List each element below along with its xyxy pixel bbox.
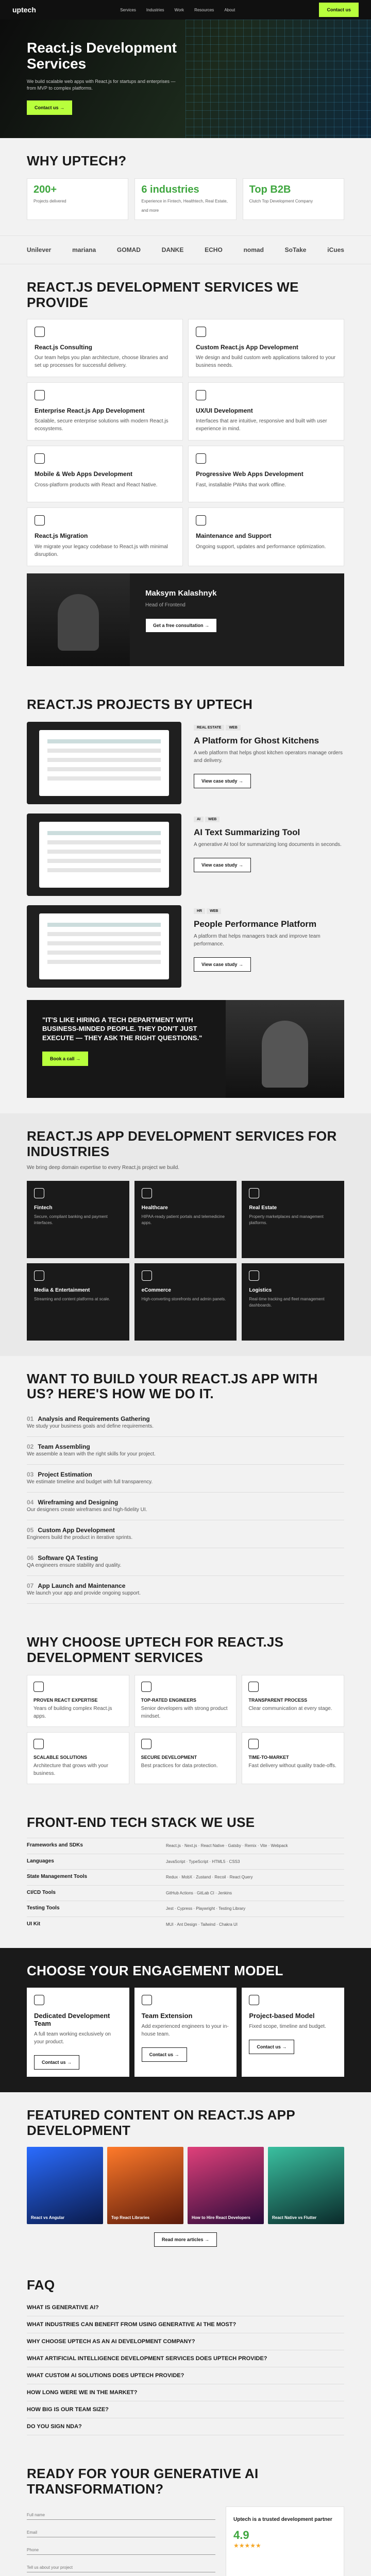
stack-row	[27, 1917, 344, 1933]
stack-value: Jest · Cypress · Playwright · Testing Library	[166, 1906, 246, 1911]
message-field[interactable]: Tell us about your project	[27, 2559, 215, 2572]
engagement-icon	[249, 1995, 259, 2005]
engagement-card	[27, 1988, 129, 2077]
industry-icon	[249, 1188, 259, 1198]
case-study-button[interactable]: View case study →	[194, 957, 251, 972]
stat-label: Clutch Top Development Company	[249, 198, 313, 204]
service-title: Mobile & Web Apps Development	[35, 470, 133, 478]
nav-link[interactable]: About	[224, 7, 235, 12]
industry-text: Streaming and content platforms at scale.	[34, 1296, 110, 1301]
faq-question[interactable]: HOW BIG IS OUR TEAM SIZE?	[27, 2406, 109, 2413]
site-header	[0, 0, 371, 20]
benefit-text: Architecture that grows with your business.	[33, 1763, 109, 1777]
faq-item[interactable]	[27, 2401, 344, 2418]
industry-icon	[34, 1270, 44, 1281]
featured-section	[0, 2092, 371, 2262]
stack-label: CI/CD Tools	[27, 1889, 56, 1895]
rating-value: 4.9	[233, 2528, 249, 2541]
benefit-title: TOP-RATED ENGINEERS	[141, 1698, 196, 1703]
project-tag: WEB	[226, 725, 240, 731]
faq-question[interactable]: WHAT IS GENERATIVE AI?	[27, 2304, 99, 2311]
service-icon	[196, 390, 206, 400]
service-text: We design and build custom web applications tailored to your business needs.	[196, 355, 336, 369]
project-title: AI Text Summarizing Tool	[194, 827, 300, 837]
process-step	[27, 1409, 344, 1437]
faq-item[interactable]	[27, 2316, 344, 2333]
stack-value: Redux · MobX · Zustand · Recoil · React Query	[166, 1875, 253, 1880]
benefit-card	[134, 1675, 237, 1727]
client-logo: SoTake	[284, 246, 307, 253]
service-card	[188, 319, 344, 377]
stack-row	[27, 1854, 344, 1870]
project-text: A platform that helps managers track and improve team performance.	[194, 933, 321, 947]
stat-value: 6 industries	[141, 183, 199, 195]
engagement-section	[0, 1948, 371, 2093]
service-icon	[35, 327, 45, 337]
industry-title: Healthcare	[141, 1205, 168, 1211]
benefit-text: Clear communication at every stage.	[248, 1706, 332, 1712]
benefit-title: PROVEN REACT EXPERTISE	[33, 1698, 98, 1703]
service-text: Cross-platform products with React and React Native.	[35, 482, 158, 488]
industry-card	[27, 1181, 129, 1258]
featured-title: FEATURED CONTENT ON REACT.JS APP DEVELOPMENT	[27, 2107, 295, 2139]
industry-icon	[249, 1270, 259, 1281]
faq-item[interactable]	[27, 2367, 344, 2384]
stack-row	[27, 1838, 344, 1854]
industry-title: Real Estate	[249, 1205, 277, 1211]
project-text: A generative AI tool for summarizing long documents in seconds.	[194, 841, 342, 848]
expert-banner	[27, 573, 344, 666]
step-number: 03	[27, 1471, 34, 1479]
stack-value: MUI · Ant Design · Tailwind · Chakra UI	[166, 1922, 238, 1927]
service-title: Maintenance and Support	[196, 532, 272, 540]
client-logo: ECHO	[205, 246, 223, 253]
process-step	[27, 1520, 344, 1548]
step-number: 04	[27, 1499, 34, 1506]
step-title: Wireframing and Designing	[38, 1499, 119, 1506]
step-text: We study your business goals and define requirements.	[27, 1423, 154, 1430]
step-title: Custom App Development	[38, 1527, 115, 1534]
article-card[interactable]: How to Hire React Developers	[188, 2147, 264, 2224]
engagement-card-text: Fixed scope, timeline and budget.	[249, 2024, 326, 2030]
hero-title: React.js Development Services	[27, 40, 177, 72]
project-tag: WEB	[207, 908, 221, 914]
industry-icon	[142, 1188, 152, 1198]
benefit-icon	[141, 1739, 151, 1749]
faq-item[interactable]	[27, 2350, 344, 2367]
project-tag: HR	[194, 908, 205, 914]
case-study-button[interactable]: View case study →	[194, 858, 251, 872]
industry-title: Media & Entertainment	[34, 1287, 90, 1293]
engagement-card	[134, 1988, 237, 2077]
trust-title: Uptech is a trusted development partner	[233, 2516, 332, 2522]
expert-role: Head of Frontend	[145, 602, 185, 608]
faq-item[interactable]	[27, 2333, 344, 2350]
step-text: We estimate timeline and budget with full transparency.	[27, 1479, 153, 1485]
process-step	[27, 1576, 344, 1604]
industry-card	[242, 1181, 344, 1258]
contact-section	[0, 2451, 371, 2576]
step-title: App Launch and Maintenance	[38, 1582, 126, 1590]
service-icon	[196, 515, 206, 526]
hero-grid-graphic	[185, 20, 371, 138]
benefit-title: SECURE DEVELOPMENT	[141, 1755, 197, 1760]
service-card	[188, 446, 344, 502]
nav-link[interactable]: Industries	[146, 7, 164, 12]
article-card[interactable]: React vs Angular	[27, 2147, 103, 2224]
service-card	[27, 319, 183, 377]
step-text: We assemble a team with the right skills for your project.	[27, 1451, 156, 1458]
testimonial-photo	[226, 1000, 344, 1098]
consultation-button[interactable]: Get a free consultation →	[145, 618, 217, 633]
industries-title: REACT.JS APP DEVELOPMENT SERVICES FOR INDUSTRIES	[27, 1128, 337, 1159]
project-title: People Performance Platform	[194, 919, 317, 929]
service-text: Interfaces that are intuitive, responsive and built with user experience in mind.	[196, 418, 327, 432]
benefit-text: Best practices for data protection.	[141, 1763, 218, 1769]
projects-section	[0, 682, 371, 1113]
book-call-button[interactable]: Book a call →	[42, 1052, 88, 1066]
step-number: 05	[27, 1527, 34, 1534]
process-section	[0, 1356, 371, 1620]
benefit-icon	[33, 1682, 44, 1692]
engagement-contact-button[interactable]: Contact us →	[142, 2047, 187, 2062]
engagement-card-text: A full team working exclusively on your product.	[34, 2031, 111, 2045]
benefit-icon	[248, 1682, 259, 1692]
benefit-card	[242, 1732, 344, 1784]
read-more-button[interactable]: Read more articles →	[154, 2232, 217, 2247]
why-choose-section	[0, 1619, 371, 1800]
services-section	[0, 264, 371, 682]
benefit-title: TRANSPARENT PROCESS	[248, 1698, 308, 1703]
service-title: React.js Consulting	[35, 343, 93, 351]
process-step	[27, 1548, 344, 1576]
case-study-button[interactable]: View case study →	[194, 774, 251, 788]
step-number: 06	[27, 1554, 34, 1562]
service-card	[188, 382, 344, 440]
stack-value: JavaScript · TypeScript · HTML5 · CSS3	[166, 1859, 240, 1864]
projects-title: REACT.JS PROJECTS BY UPTECH	[27, 696, 253, 712]
step-title: Software QA Testing	[38, 1554, 98, 1562]
benefit-text: Fast delivery without quality trade-offs.	[248, 1763, 336, 1769]
client-logo: Unilever	[27, 246, 52, 253]
contact-title: READY FOR YOUR GENERATIVE AI TRANSFORMATION?	[27, 2466, 259, 2497]
industry-card	[242, 1263, 344, 1341]
stack-row	[27, 1901, 344, 1917]
step-number: 02	[27, 1443, 34, 1451]
nav-link[interactable]: Work	[174, 7, 184, 12]
industry-text: HIPAA-ready patient portals and telemedicine apps.	[141, 1214, 225, 1225]
benefit-card	[134, 1732, 237, 1784]
article-card[interactable]: React Native vs Flutter	[268, 2147, 344, 2224]
testimonial-cta	[27, 1000, 344, 1098]
service-card	[27, 446, 183, 502]
project-title: A Platform for Ghost Kitchens	[194, 735, 319, 745]
service-title: UX/UI Development	[196, 407, 253, 415]
stat-value: Top B2B	[249, 183, 291, 195]
nav-link[interactable]: Services	[120, 7, 136, 12]
faq-question[interactable]: WHAT INDUSTRIES CAN BENEFIT FROM USING GENERATIVE AI THE MOST?	[27, 2321, 237, 2328]
industry-title: Logistics	[249, 1287, 272, 1293]
step-title: Analysis and Requirements Gathering	[38, 1415, 150, 1423]
project-card	[27, 814, 344, 896]
process-step	[27, 1437, 344, 1465]
engagement-card-text: Add experienced engineers to your in-house team.	[141, 2024, 229, 2038]
step-text: Our designers create wireframes and high-fidelity UI.	[27, 1507, 147, 1513]
process-step	[27, 1465, 344, 1493]
client-logo: DANKE	[161, 246, 184, 253]
service-title: Custom React.js App Development	[196, 343, 298, 351]
faq-question[interactable]: HOW LONG WERE WE IN THE MARKET?	[27, 2389, 138, 2396]
hero-subtitle: We build scalable web apps with React.js for startups and enterprises — from MVP to complex platforms.	[27, 78, 176, 91]
step-number: 01	[27, 1415, 34, 1423]
name-field[interactable]: Full name	[27, 2506, 215, 2520]
stack-label: Languages	[27, 1858, 54, 1864]
benefit-icon	[33, 1739, 44, 1749]
project-tag: AI	[194, 817, 204, 822]
faq-item[interactable]	[27, 2299, 344, 2316]
faq-question[interactable]: WHAT ARTIFICIAL INTELLIGENCE DEVELOPMENT SERVICES DOES UPTECH PROVIDE?	[27, 2355, 267, 2362]
project-screenshot	[27, 905, 181, 988]
service-text: We migrate your legacy codebase to React.js with minimal disruption.	[35, 544, 168, 557]
stack-label: State Management Tools	[27, 1874, 88, 1880]
faq-question[interactable]: WHAT CUSTOM AI SOLUTIONS DOES UPTECH PROVIDE?	[27, 2372, 184, 2379]
phone-field[interactable]: Phone	[27, 2541, 215, 2555]
service-title: Progressive Web Apps Development	[196, 470, 303, 478]
faq-question[interactable]: DO YOU SIGN NDA?	[27, 2424, 82, 2430]
logo[interactable]: uptech	[12, 6, 36, 14]
client-logo: GOMAD	[116, 246, 141, 253]
benefit-card	[242, 1675, 344, 1727]
service-text: Fast, installable PWAs that work offline.	[196, 482, 286, 488]
industry-card	[134, 1263, 237, 1341]
benefit-icon	[248, 1739, 259, 1749]
client-logo: iCues	[327, 246, 344, 253]
process-step	[27, 1493, 344, 1520]
benefit-title: SCALABLE SOLUTIONS	[33, 1755, 88, 1760]
industry-text: Property marketplaces and management platforms.	[249, 1214, 324, 1225]
service-text: Our team helps you plan architecture, choose libraries and set up processes for successful delivery.	[35, 355, 168, 369]
process-title: WANT TO BUILD YOUR REACT.JS APP WITH US? HERE'S HOW WE DO IT.	[27, 1370, 318, 1402]
header-contact-button[interactable]: Contact us	[319, 3, 359, 17]
email-field[interactable]: Email	[27, 2524, 215, 2537]
industry-icon	[142, 1270, 152, 1281]
industry-title: eCommerce	[141, 1287, 171, 1293]
step-text: Engineers build the product in iterative sprints.	[27, 1535, 133, 1541]
industries-section	[0, 1113, 371, 1356]
project-text: A web platform that helps ghost kitchen operators manage orders and delivery.	[194, 750, 343, 764]
stat-card	[134, 178, 236, 220]
service-card	[188, 507, 344, 566]
tech-stack-title: FRONT-END TECH STACK WE USE	[27, 1815, 255, 1831]
stat-card	[27, 178, 128, 220]
project-tag: WEB	[205, 817, 220, 822]
faq-title: FAQ	[27, 2277, 55, 2293]
faq-section	[0, 2262, 371, 2451]
stack-row	[27, 1869, 344, 1885]
step-text: QA engineers ensure stability and quality.	[27, 1563, 122, 1569]
testimonial-text: "IT'S LIKE HIRING A TECH DEPARTMENT WITH BUSINESS-MINDED PEOPLE. THEY DON'T JUST EXECUTE — THEY ASK THE RIGHT QUESTIONS."	[42, 1015, 203, 1042]
faq-question[interactable]: WHY CHOOSE UPTECH AS AN AI DEVELOPMENT COMPANY?	[27, 2338, 195, 2345]
engagement-icon	[142, 1995, 152, 2005]
benefit-card	[27, 1732, 129, 1784]
stat-label: Projects delivered	[33, 198, 66, 204]
hero-cta-button[interactable]: Contact us →	[27, 100, 72, 115]
engagement-card	[242, 1988, 344, 2077]
stat-value: 200+	[33, 183, 57, 195]
industry-icon	[34, 1188, 44, 1198]
service-icon	[35, 515, 45, 526]
stack-label: Testing Tools	[27, 1905, 60, 1911]
stack-row	[27, 1885, 344, 1901]
faq-item[interactable]	[27, 2418, 344, 2435]
stat-label: Experience in Fintech, Healthtech, Real Estate, and more	[141, 198, 228, 213]
stack-label: UI Kit	[27, 1921, 41, 1927]
industries-text: We bring deep domain expertise to every React.js project we build.	[27, 1164, 180, 1171]
service-text: Ongoing support, updates and performance optimization.	[196, 544, 326, 550]
step-text: We launch your app and provide ongoing support.	[27, 1590, 141, 1597]
why-title: WHY UPTECH?	[27, 153, 127, 168]
client-logo: nomad	[243, 246, 264, 253]
nav-link[interactable]: Resources	[194, 7, 214, 12]
why-choose-title: WHY CHOOSE UPTECH FOR REACT.JS DEVELOPMENT SERVICES	[27, 1634, 284, 1666]
service-icon	[35, 453, 45, 464]
article-card[interactable]: Top React Libraries	[107, 2147, 183, 2224]
service-card	[27, 382, 183, 440]
client-logo: mariana	[72, 246, 96, 253]
service-icon	[196, 453, 206, 464]
benefit-text: Senior developers with strong product mindset.	[141, 1706, 228, 1720]
service-card	[27, 507, 183, 566]
industry-text: Real-time tracking and fleet management dashboards.	[249, 1296, 325, 1308]
stack-label: Frameworks and SDKs	[27, 1842, 83, 1848]
project-screenshot	[27, 722, 181, 804]
benefit-title: TIME-TO-MARKET	[248, 1755, 289, 1760]
service-title: React.js Migration	[35, 532, 88, 540]
engagement-card-title: Project-based Model	[249, 2012, 315, 2020]
client-logos	[0, 235, 371, 264]
engagement-icon	[34, 1995, 44, 2005]
why-section	[0, 138, 371, 235]
project-card	[27, 722, 344, 804]
benefit-card	[27, 1675, 129, 1727]
expert-name: Maksym Kalashnyk	[145, 588, 217, 598]
tech-stack-section	[0, 1800, 371, 1947]
industry-text: Secure, compliant banking and payment interfaces.	[34, 1214, 108, 1225]
stack-value: React.js · Next.js · React Native · Gatsby · Remix · Vite · Webpack	[166, 1843, 288, 1848]
engagement-card-title: Dedicated Development Team	[34, 2012, 110, 2028]
trust-card	[226, 2506, 344, 2576]
faq-item[interactable]	[27, 2384, 344, 2401]
project-card	[27, 905, 344, 988]
engagement-title: CHOOSE YOUR ENGAGEMENT MODEL	[27, 1962, 283, 1978]
service-title: Enterprise React.js App Development	[35, 407, 145, 415]
industry-card	[27, 1263, 129, 1341]
project-tag: REAL ESTATE	[194, 725, 224, 731]
industry-title: Fintech	[34, 1205, 53, 1211]
stack-value: GitHub Actions · GitLab CI · Jenkins	[166, 1890, 232, 1895]
hero	[0, 20, 371, 138]
benefit-text: Years of building complex React.js apps.	[33, 1706, 112, 1720]
step-title: Project Estimation	[38, 1471, 92, 1479]
industry-text: High-converting storefronts and admin panels.	[141, 1296, 226, 1301]
project-screenshot	[27, 814, 181, 896]
industry-card	[134, 1181, 237, 1258]
services-title: REACT.JS DEVELOPMENT SERVICES WE PROVIDE	[27, 279, 299, 310]
service-icon	[35, 390, 45, 400]
engagement-contact-button[interactable]: Contact us →	[34, 2055, 79, 2070]
step-title: Team Assembling	[38, 1443, 90, 1451]
stat-card	[243, 178, 344, 220]
engagement-card-title: Team Extension	[141, 2012, 193, 2020]
engagement-contact-button[interactable]: Contact us →	[249, 2040, 294, 2054]
star-icons: ★★★★★	[233, 2541, 261, 2549]
service-icon	[196, 327, 206, 337]
benefit-icon	[141, 1682, 151, 1692]
service-text: Scalable, secure enterprise solutions with modern React.js ecosystems.	[35, 418, 168, 432]
main-nav	[120, 8, 235, 12]
step-number: 07	[27, 1582, 34, 1590]
expert-photo	[27, 573, 130, 666]
